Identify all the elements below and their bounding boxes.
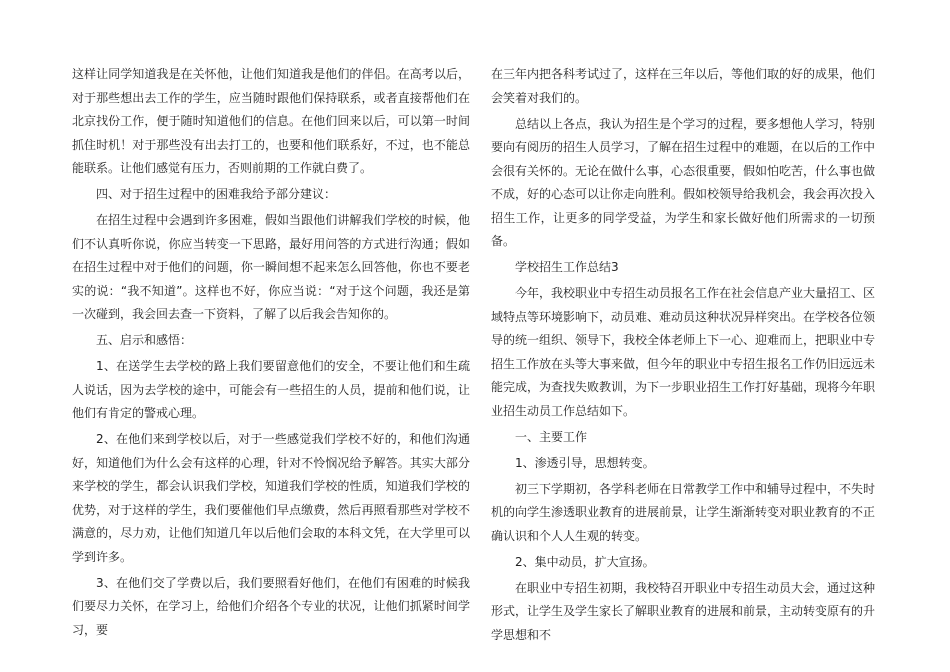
- paragraph: 3、在他们交了学费以后，我们要照看好他们，在他们有困难的时候我们要尽力关怀，在学习上，给他们介绍各个专业的状况，让他们抓紧时间学习，要: [72, 575, 470, 637]
- section-heading: 五、启示和感悟：: [96, 333, 193, 347]
- subsection-heading: 2、集中动员，扩大宣扬。: [515, 554, 655, 569]
- right-column: [491, 63, 875, 650]
- paragraph: 1、在送学生去学校的路上我们要留意他们的安全，不要让他们和生疏人说话，因为去学校的途中，可能会有一些招生的人员，提前和他们说，让他们有肯定的警戒心理。: [72, 359, 470, 420]
- paragraph: 总结以上各点，我认为招生是个学习的过程，要多想他人学习，特别要向有阅历的招生人员学习，了解在招生过程中的难题，在以后的工作中会很有关怀的。无论在做什么事，心态很重要，假如怕吃苦，什么事也做不成，好的心态可以让你走向胜利。假如校领导给我机会，我会再次投入招生工作，让更多的同学受益，为学生和家长做好他们所需求的一切预备。: [491, 116, 876, 248]
- paragraph: 今年，我校职业中专招生动员报名工作在社会信息产业大量招工、区域特点等环境影响下，动员难、难动员这种状况异样突出。在学校各位领导的统一组织、领导下，我校全体老师上下一心、迎难而上，把职业中专招生工作放在头等大事来做，但今年的职业中专招生报名工作仍旧远远未能完成，为查找失败教训，为下一步职业招生工作打好基础，现将今年职业招生动员工作总结如下。: [491, 286, 876, 418]
- section-title: 学校招生工作总结3: [515, 260, 619, 274]
- paragraph: 初三下学期初，各学科老师在日常教学工作中和辅导过程中，不失时机的向学生渗透职业教育的进展前景，让学生渐渐转变对职业教育的不正确认识和个人人生观的转变。: [491, 481, 876, 543]
- paragraph: 在招生过程中会遇到许多困难，假如当跟他们讲解我们学校的时候，他们不认真听你说，你应当转变一下思路，最好用问答的方式进行沟通；假如在招生过程中对于他们的问题，你一瞬间想不起来怎么回答他，你也不要老实的说：“我不知道”。这样也不好，你应当说：“对于这个问题，我还是第一次碰到，我会回去查一下资料，了解了以后我会告知你的。: [72, 213, 470, 321]
- paragraph: 在三年内把各科考试过了，这样在三年以后，等他们取的好的成果，他们会笑着对我们的。: [491, 67, 876, 105]
- paragraph: 2、在他们来到学校以后，对于一些感觉我们学校不好的，和他们沟通好，知道他们为什么会有这样的心理，针对不怜悯况给予解答。其实大部分来学校的学生，都会认识我们学校，知道我们学校的性质，知道我们学校的优势，对于这样的学生，我们要催他们早点缴费，然后再照看那些对学校不满意的，尽力劝，让他们知道几年以后他们会取的本科文凭，在大学里可以学到许多。: [72, 432, 470, 564]
- subsection-heading: 1、渗透引导，思想转变。: [515, 455, 655, 470]
- paragraph: 在职业中专招生初期，我校特召开职业中专招生动员大会，通过这种形式，让学生及学生家长了解职业教育的进展和前景，主动转变原有的升学思想和不: [491, 580, 876, 642]
- section-heading: 一、主要工作: [515, 429, 588, 444]
- section-heading: 四、对于招生过程中的困难我给予部分建议：: [96, 187, 337, 201]
- left-column: [72, 63, 470, 645]
- paragraph: 这样让同学知道我是在关怀他，让他们知道我是他们的伴侣。在高考以后，对于那些想出去工作的学生，应当随时跟他们保持联系，或者直接帮他们在北京找份工作，便于随时知道他们的信息。在他们回来以后，可以第一时间抓住时机！对于那些没有出去打工的，也要和他们联系好，不过，也不能总能联系。让他们感觉有压力，否则前期的工作就白费了。: [72, 67, 470, 175]
